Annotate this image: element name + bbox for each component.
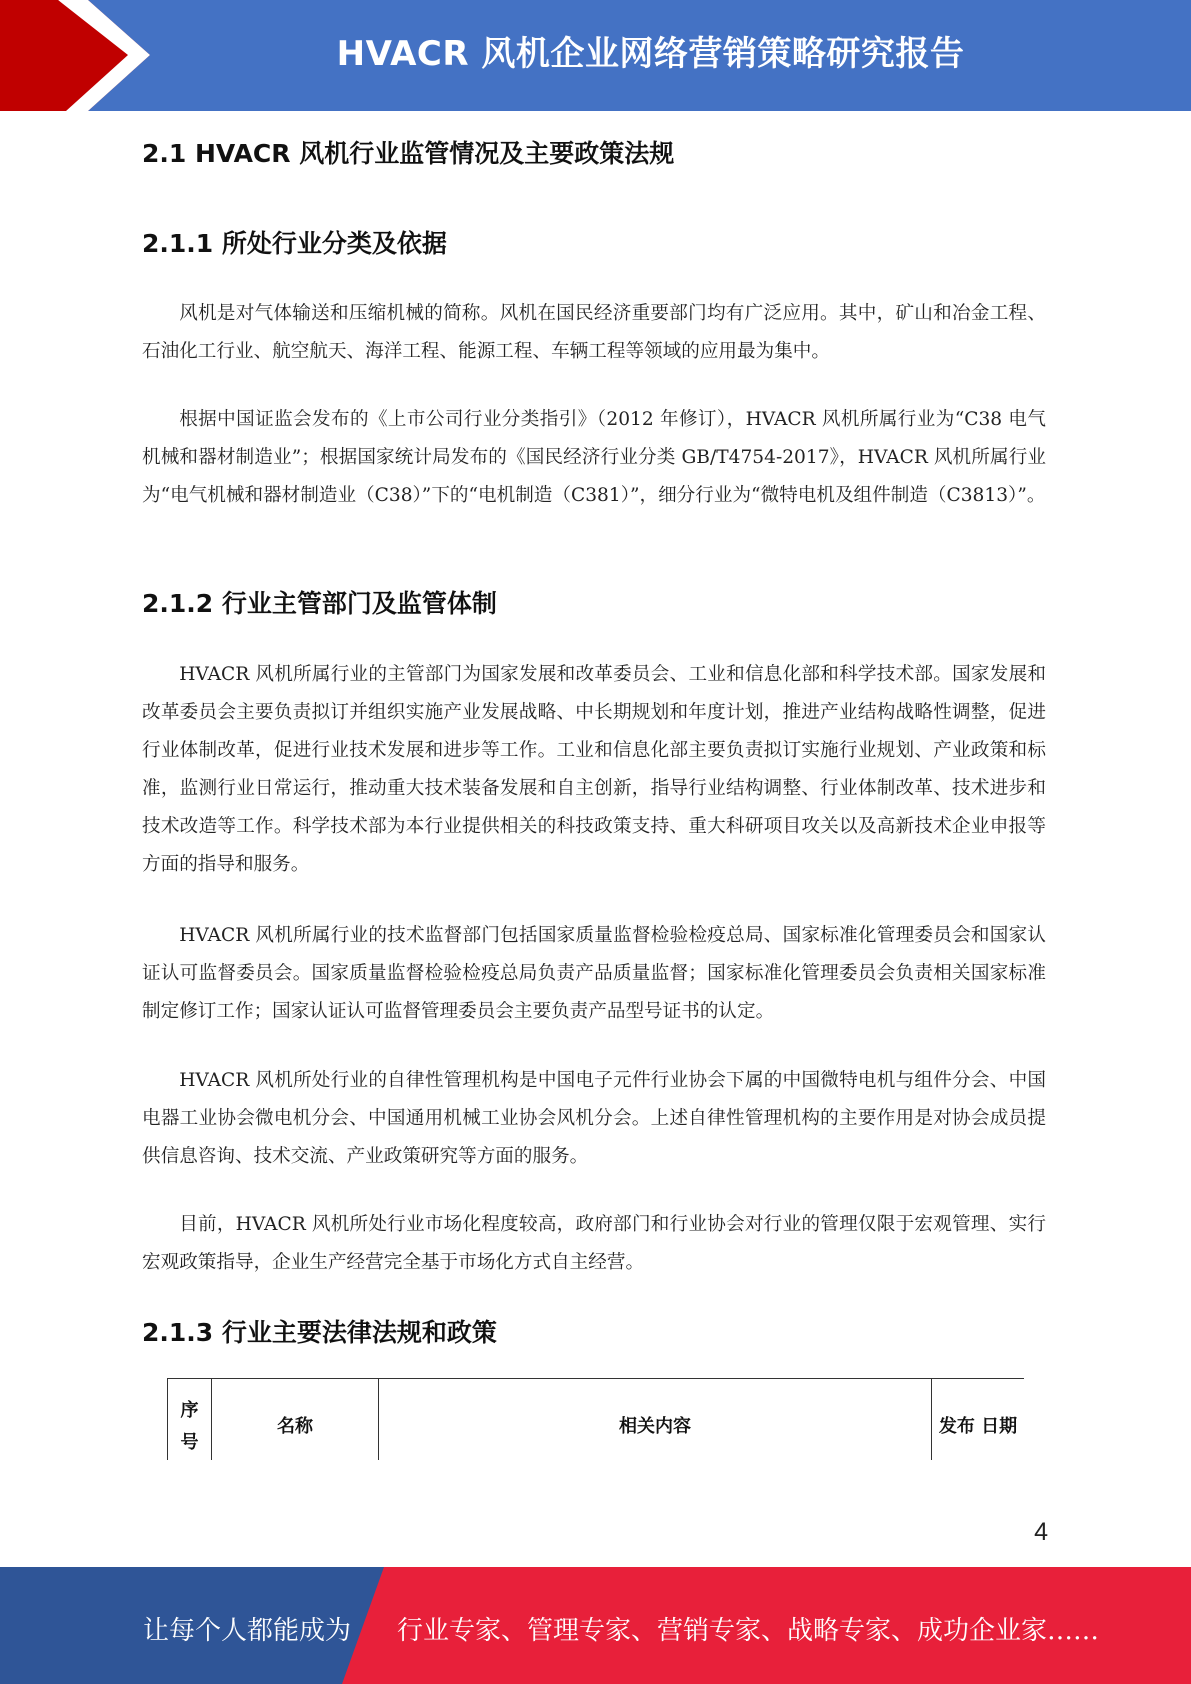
- page-header: [0, 0, 1191, 111]
- laws-table: [167, 1378, 1024, 1460]
- paragraph: 目前，HVACR 风机所处行业市场化程度较高，政府部门和行业协会对行业的管理仅限于宏观管理、实行宏观政策指导，企业生产经营完全基于市场化方式自主经营。: [142, 1214, 1046, 1273]
- page-number: 4: [1034, 1518, 1048, 1546]
- header-arrow-decoration: [0, 0, 150, 111]
- report-title: HVACR 风机企业网络营销策略研究报告: [336, 34, 965, 74]
- paragraph: HVACR 风机所属行业的主管部门为国家发展和改革委员会、工业和信息化部和科学技术部。国家发展和改革委员会主要负责拟订并组织实施产业发展战略、中长期规划和年度计划，推进产业结构战略性调整，促进行业体制改革，促进行业技术发展和进步等工作。工业和信息化部主要负责拟订实施行业规划、产业政策和标准，监测行业日常运行，推动重大技术装备发展和自主创新，指导行业结构调整、行业体制改革、技术进步和技术改造等工作。科学技术部为本行业提供相关的科技政策支持、重大科研项目攻关以及高新技术企业申报等方面的指导和服务。: [142, 664, 1046, 875]
- footer-slogan-right: 行业专家、管理专家、营销专家、战略专家、成功企业家……: [397, 1616, 1100, 1646]
- column-header-content: 相关内容: [379, 1379, 932, 1461]
- paragraph: 根据中国证监会发布的《上市公司行业分类指引》（2012 年修订），HVACR 风机所属行业为“C38 电气机械和器材制造业”；根据国家统计局发布的《国民经济行业分类 GB/T4754-2017》，HVACR 风机所属行业为“电气机械和器材制造业（C38）”下的“电机制造（C381）”，细分行业为“微特电机及组件制造（C3813）”。: [142, 409, 1046, 506]
- paragraph: HVACR 风机所属行业的技术监督部门包括国家质量监督检验检疫总局、国家标准化管理委员会和国家认证认可监督委员会。国家质量监督检验检疫总局负责产品质量监督；国家标准化管理委员会负责相关国家标准制定修订工作；国家认证认可监督管理委员会主要负责产品型号证书的认定。: [142, 925, 1046, 1022]
- table-header-row: [168, 1379, 1025, 1461]
- paragraph: 风机是对气体输送和压缩机械的简称。风机在国民经济重要部门均有广泛应用。其中，矿山和冶金工程、石油化工行业、航空航天、海洋工程、能源工程、车辆工程等领域的应用最为集中。: [142, 303, 1046, 362]
- column-header-index: 序号: [168, 1379, 212, 1461]
- subsection-heading-2-1-2: 2.1.2 行业主管部门及监管体制: [142, 589, 497, 618]
- column-header-date: 发布 日期: [932, 1379, 1025, 1461]
- section-heading: 2.1 HVACR 风机行业监管情况及主要政策法规: [142, 139, 675, 168]
- subsection-heading-2-1-3: 2.1.3 行业主要法律法规和政策: [142, 1318, 497, 1347]
- column-header-name: 名称: [212, 1379, 379, 1461]
- subsection-heading-2-1-1: 2.1.1 所处行业分类及依据: [142, 229, 447, 258]
- paragraph: HVACR 风机所处行业的自律性管理机构是中国电子元件行业协会下属的中国微特电机与组件分会、中国电器工业协会微电机分会、中国通用机械工业协会风机分会。上述自律性管理机构的主要作用是对协会成员提供信息咨询、技术交流、产业政策研究等方面的服务。: [142, 1070, 1046, 1167]
- footer-slogan-left: 让每个人都能成为: [143, 1616, 352, 1646]
